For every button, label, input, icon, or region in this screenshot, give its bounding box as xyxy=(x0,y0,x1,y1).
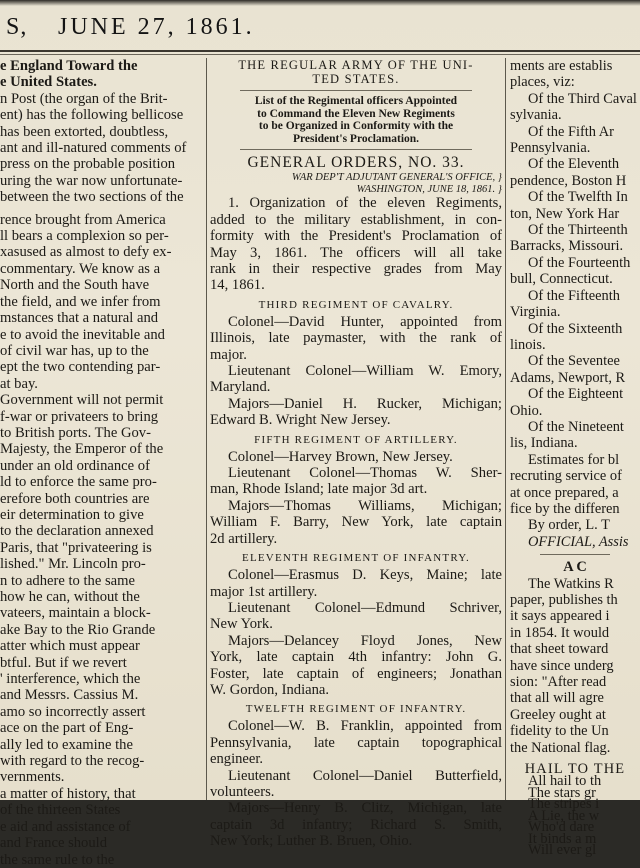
order-line: York, late captain 4th infantry: John G. xyxy=(210,649,502,666)
text-line: fice by the differen xyxy=(510,500,620,517)
text-line: Of the Seventee xyxy=(528,353,620,370)
order-line: Lieutenant Colonel—William W. Emory, xyxy=(228,363,502,380)
text-line: Of the Eleventh xyxy=(528,156,620,173)
order-line: engineer. xyxy=(210,751,264,768)
order-line: Majors—Daniel H. Rucker, Michigan; xyxy=(228,395,502,412)
text-line: at bay. xyxy=(0,375,38,392)
text-line: atter which must appear xyxy=(0,638,140,655)
intro-line: added to the military establishment, in con- xyxy=(210,211,502,228)
text-line: at once prepared, a xyxy=(510,484,619,501)
order-line: Lieutenant Colonel—Thomas W. Sher- xyxy=(228,465,502,482)
order-line: major 1st artillery. xyxy=(210,583,318,600)
article-subhead: List of the Regimental officers Appointed xyxy=(254,95,458,107)
middle-column xyxy=(210,58,502,850)
order-line: Illinois, late paymaster, with the rank of xyxy=(210,330,502,347)
order-line: Foster, late captain of engineers; Jonathan xyxy=(210,665,502,682)
text-line: a matter of history, that xyxy=(0,785,136,802)
text-line: ept the two contending par- xyxy=(0,359,161,376)
text-line: recruting service of xyxy=(510,468,622,485)
order-line: Colonel—Harvey Brown, New Jersey. xyxy=(228,448,453,465)
text-line: it says appeared i xyxy=(510,608,610,625)
text-line: ace on the part of Eng- xyxy=(0,720,134,737)
masthead-rule-thin xyxy=(0,54,640,55)
article-subhead: to Command the Eleven New Regiments xyxy=(257,107,455,120)
order-line: Edward B. Wright New Jersey. xyxy=(210,412,391,429)
order-line: Majors—Henry B. Clitz, Michigan, late xyxy=(228,800,502,817)
text-line: to the declaration annexed xyxy=(0,523,154,540)
text-line: vateers, maintain a block- xyxy=(0,605,151,622)
text-line: Will ever gl xyxy=(528,842,597,859)
text-line: to British ports. The Gov- xyxy=(0,424,151,441)
order-line: New York; Luther B. Bruen, Ohio. xyxy=(210,833,413,850)
text-line: Pennsylvania. xyxy=(510,140,591,157)
order-line: Majors—Delancey Floyd Jones, New xyxy=(228,632,502,649)
text-line: The Watkins R xyxy=(528,575,614,592)
text-line: eir determination to give xyxy=(0,506,144,523)
text-line: Of the Twelfth In xyxy=(528,189,628,206)
text-line: Of the Nineteent xyxy=(528,418,624,435)
order-line: Colonel—Erasmus D. Keys, Maine; late xyxy=(228,567,502,584)
text-line: Of the Fourteenth xyxy=(528,254,631,271)
text-line: Virginia. xyxy=(510,304,561,321)
text-line: lished." Mr. Lincoln pro- xyxy=(0,556,146,573)
text-line: how he can, without the xyxy=(0,589,140,605)
text-line: e aid and assistance of xyxy=(0,818,131,835)
order-line: William F. Barry, New York, late captain xyxy=(210,514,502,531)
text-line: sion: "After read xyxy=(510,674,607,691)
column-rule-left xyxy=(206,58,207,800)
text-line: HAIL TO THE xyxy=(524,761,626,778)
intro-line: May 3, 1861. The officers will all take xyxy=(210,244,502,261)
text-line: ally led to examine the xyxy=(0,736,133,753)
text-line: The stars gr xyxy=(528,784,596,801)
section-heading: ELEVENTH REGIMENT OF INFANTRY. xyxy=(242,552,470,565)
text-line: ' interference, which the xyxy=(0,671,141,688)
article-subhead: to be Organized in Conformity with the xyxy=(258,120,454,133)
text-line: ent) has the following bellicose xyxy=(0,107,184,124)
dateline: WASHINGTON, JUNE 18, 1861. } xyxy=(356,183,502,195)
order-line: 2d artillery. xyxy=(210,530,278,547)
text-line: Greeley ought at xyxy=(510,706,606,723)
text-line: Who'd dare xyxy=(528,819,595,836)
order-line: Lieutenant Colonel—Edmund Schriver, xyxy=(228,599,502,616)
text-line: Paris, that "privateering is xyxy=(0,539,152,556)
text-line: that all will agre xyxy=(510,690,604,707)
column-rule-right xyxy=(505,58,506,800)
text-line: North and the South have xyxy=(0,277,150,294)
intro-line: rank in their respective grades from May xyxy=(210,261,502,277)
text-line: n to adhere to the same xyxy=(0,572,135,589)
page-edge-shadow xyxy=(0,0,640,6)
text-line: uring the war now unfortunate- xyxy=(0,172,183,189)
order-line: man, Rhode Island; late major 3d art. xyxy=(210,481,428,498)
text-line: press on the probable position xyxy=(0,156,176,173)
text-line: Government will not permit xyxy=(0,392,164,409)
text-line: xasused as almost to defy ex- xyxy=(0,244,172,261)
text-line: sylvania. xyxy=(510,107,562,124)
text-line: the National flag. xyxy=(510,739,611,756)
text-line: OFFICIAL, Assis xyxy=(528,533,629,550)
text-line: Of the Third Caval xyxy=(528,90,637,107)
text-line: erefore both countries are xyxy=(0,490,150,507)
text-line: of civil war has, up to the xyxy=(0,342,149,359)
text-line: places, viz: xyxy=(510,74,575,91)
masthead-fragment: S, xyxy=(6,14,28,40)
text-line: e England Toward the xyxy=(0,58,138,74)
text-line: ll bears a complexion so per- xyxy=(0,228,169,245)
text-line: Barracks, Missouri. xyxy=(510,238,624,255)
text-line: ant and ill-natured comments of xyxy=(0,140,187,157)
text-line: Estimates for bl xyxy=(528,451,620,468)
text-line: Ohio. xyxy=(510,402,543,419)
section-rule xyxy=(540,554,610,555)
text-line: vernments. xyxy=(0,769,65,786)
text-line: ake Bay to the Rio Grande xyxy=(0,621,156,638)
order-line: W. Gordon, Indiana. xyxy=(210,681,330,698)
text-line: paper, publishes th xyxy=(510,592,618,608)
text-line: the field, and we infer from xyxy=(0,293,161,310)
text-line: n Post (the organ of the Brit- xyxy=(0,90,168,107)
text-line: Of the Sixteenth xyxy=(528,320,623,337)
text-line: Majesty, the Emperor of the xyxy=(0,441,164,458)
right-column xyxy=(510,58,640,859)
text-line: bull, Connecticut. xyxy=(510,271,613,288)
text-line: By order, L. T xyxy=(528,517,610,534)
text-line: Of the Thirteenth xyxy=(528,222,628,239)
text-line: It binds a m xyxy=(528,830,597,847)
text-line: and France should xyxy=(0,835,107,852)
order-line: Majors—Thomas Williams, Michigan; xyxy=(228,497,502,514)
dateline: WAR DEP'T ADJUTANT GENERAL'S OFFICE, } xyxy=(291,172,502,184)
text-line: The stripes i xyxy=(528,796,600,813)
text-line: fidelity to the Un xyxy=(510,723,609,740)
section-heading: THIRD REGIMENT OF CAVALRY. xyxy=(258,298,454,311)
text-line: f-war or privateers to bring xyxy=(0,408,159,425)
text-line: under an old ordinance of xyxy=(0,457,150,474)
intro-line: 14, 1861. xyxy=(210,277,265,294)
order-line: Maryland. xyxy=(210,379,271,396)
headline-rule xyxy=(240,90,472,91)
text-line: have since underg xyxy=(510,657,614,674)
text-line: btful. But if we revert xyxy=(0,654,127,671)
text-line: ments are establis xyxy=(510,58,613,74)
text-line: Adams, Newport, R xyxy=(510,369,626,386)
text-line: the same rule to the xyxy=(0,851,115,868)
text-line: of the thirteen States xyxy=(0,802,121,819)
text-line: rence brought from America xyxy=(0,211,166,228)
text-line: pendence, Boston H xyxy=(510,172,627,189)
orders-title: GENERAL ORDERS, NO. 33. xyxy=(247,154,465,172)
text-line: commentary. We know as a xyxy=(0,260,161,277)
text-line: A C xyxy=(563,559,587,576)
order-line: New York. xyxy=(210,616,273,633)
text-line: lis, Indiana. xyxy=(510,435,578,452)
intro-line: formity with the President's Proclamation of xyxy=(210,228,502,245)
text-line: mstances that a natural and xyxy=(0,310,159,327)
section-heading: TWELFTH REGIMENT OF INFANTRY. xyxy=(245,703,467,716)
article-headline: TED STATES. xyxy=(312,72,400,86)
article-subhead: President's Proclamation. xyxy=(292,132,420,145)
intro-line: 1. Organization of the eleven Regiments, xyxy=(228,195,502,212)
text-line: ld to enforce the same pro- xyxy=(0,474,157,491)
left-column xyxy=(0,58,203,868)
text-line: Of the Eighteent xyxy=(528,386,624,403)
text-line: Of the Fifteenth xyxy=(528,287,620,304)
order-line: Colonel—David Hunter, appointed from xyxy=(228,313,502,330)
text-line: that sheet toward xyxy=(510,641,609,658)
masthead-date: JUNE 27, 1861. xyxy=(58,14,255,40)
order-line: captain 3d infantry; Richard S. Smith, xyxy=(210,816,502,833)
text-line: amo so incorrectly assert xyxy=(0,703,146,720)
text-line: between the two sections of the xyxy=(0,189,184,206)
text-line: A Lie, the w xyxy=(528,807,600,824)
text-line: with regard to the recog- xyxy=(0,753,145,770)
text-line: e United States. xyxy=(0,74,97,91)
order-line: Lieutenant Colonel—Daniel Butterfield, xyxy=(228,767,502,784)
order-line: Pennsylvania, late captain topographical xyxy=(210,734,502,751)
order-line: major. xyxy=(210,346,247,363)
masthead xyxy=(0,8,640,48)
article-headline: THE REGULAR ARMY OF THE UNI- xyxy=(238,58,474,72)
text-line: Of the Fifth Ar xyxy=(528,123,614,140)
text-line: e to avoid the inevitable and xyxy=(0,326,165,343)
text-line: linois. xyxy=(510,336,546,353)
order-line: Colonel—W. B. Franklin, appointed from xyxy=(228,718,502,735)
text-line: ton, New York Har xyxy=(510,205,620,222)
order-line: volunteers. xyxy=(210,783,275,800)
text-line: and Messrs. Cassius M. xyxy=(0,687,139,704)
text-line: has been extorted, doubtless, xyxy=(0,123,169,140)
text-line: All hail to th xyxy=(528,773,602,790)
section-heading: FIFTH REGIMENT OF ARTILLERY. xyxy=(254,433,458,446)
text-line: in 1854. It would xyxy=(510,624,610,641)
subhead-rule xyxy=(240,149,472,150)
masthead-rule xyxy=(0,50,640,52)
